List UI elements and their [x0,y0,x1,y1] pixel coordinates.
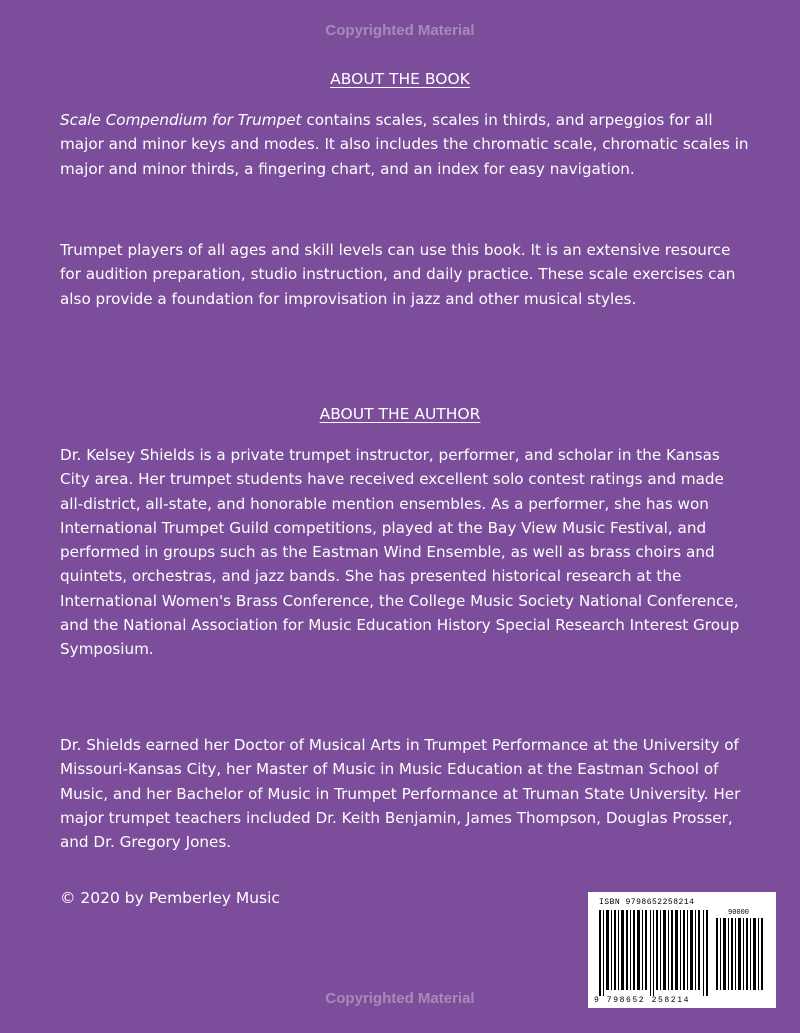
copyright-notice: © 2020 by Pemberley Music [60,889,280,907]
book-title: Scale Compendium for Trumpet [60,111,302,129]
about-author-heading: ABOUT THE AUTHOR [319,405,481,423]
about-author-paragraph-2: Dr. Shields earned her Doctor of Musical Arts in Trumpet Performance at the University of Missouri-Kansas City, her Master of Music in Music Education at the Eastman School of Music, and her Bachelor of Music in Trumpet Performance at Truman State University. Her major trumpet teachers included Dr. Keith Benjamin, James Thompson, Douglas Prosser, and Dr. Gregory Jones. [60,736,741,852]
watermark-top: Copyrighted Material [325,22,475,39]
watermark-bottom: Copyrighted Material [325,990,475,1007]
price-code: 90000 [728,909,750,917]
ean-digits: 9 798652 258214 [594,996,691,1005]
about-book-paragraph-2: Trumpet players of all ages and skill levels can use this book. It is an extensive resource for audition preparation, studio instruction, and daily practice. These scale exercises can also provide a foundation for improvisation in jazz and other musical styles. [60,241,736,308]
addon-barcode-bars [716,918,764,990]
ean-barcode-bars [599,910,711,996]
about-book-heading: ABOUT THE BOOK [330,70,470,88]
about-book-paragraph-1-text: contains scales, scales in thirds, and arpeggios for all major and minor keys and modes. It also includes the chromatic scale, chromatic scales in major and minor thirds, a fingering chart, and an index for easy navigation. [60,111,749,178]
about-book-paragraph-1 [60,108,750,181]
about-author-paragraph-1: Dr. Kelsey Shields is a private trumpet instructor, performer, and scholar in the Kansas City area. Her trumpet students have received excellent solo contest ratings and made all-district, all-state, and honorable mention ensembles. As a performer, she has won International Trumpet Guild competitions, played at the Bay View Music Festival, and performed in groups such as the Eastman Wind Ensemble, as well as brass choirs and quintets, orchestras, and jazz bands. She has presented historical research at the International Women's Brass Conference, the College Music Society National Conference, and the National Association for Music Education History Special Research Interest Group Symposium. [60,446,740,659]
isbn-label: ISBN 9798652258214 [599,898,695,907]
